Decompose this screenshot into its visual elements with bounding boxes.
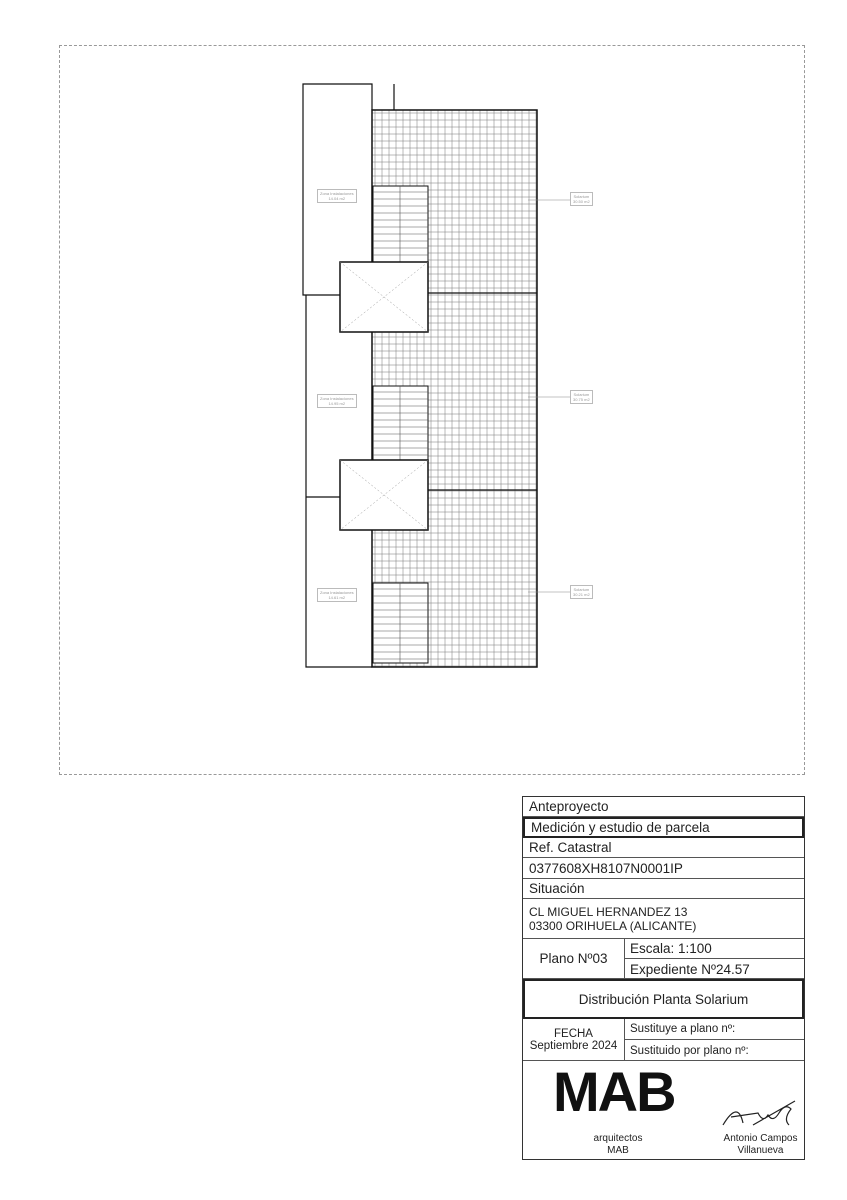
date-label: FECHA	[554, 1027, 593, 1040]
plan-number: Plano Nº03	[523, 939, 625, 979]
scale: Escala: 1:100	[625, 939, 804, 959]
solarium-label-3: Solarium 30.21 m2	[570, 585, 593, 599]
architect-name: Antonio Campos Villanueva	[723, 1133, 798, 1156]
address-line-1: CL MIGUEL HERNANDEZ 13	[529, 904, 688, 919]
date-info	[523, 1019, 804, 1061]
plan-info	[523, 939, 804, 979]
location-label: Situación	[523, 879, 804, 899]
solarium-label-2: Solarium 30.75 m2	[570, 390, 593, 404]
replaced-by: Sustituido por plano nº:	[630, 1044, 749, 1057]
solarium-label-1: Solarium 30.50 m2	[570, 192, 593, 206]
address	[523, 899, 804, 939]
phase: Anteproyecto	[523, 797, 804, 817]
address-line-2: 03300 ORIHUELA (ALICANTE)	[529, 918, 697, 933]
signature	[713, 1095, 803, 1135]
project: Medición y estudio de parcela	[523, 817, 804, 838]
firm-name: arquitectos MAB	[593, 1133, 643, 1156]
zone-label-3: Zona Instalaciones 14.61 m2	[317, 588, 357, 602]
ref-label: Ref. Catastral	[523, 838, 804, 858]
title-block	[522, 796, 805, 1160]
date	[523, 1019, 625, 1061]
installation-zones	[303, 84, 537, 667]
ref-value: 0377608XH8107N0001IP	[523, 858, 804, 879]
file-number: Expediente Nº24.57	[630, 961, 750, 977]
zone-label-2: Zona Instalaciones 14.95 m2	[317, 394, 357, 408]
stair	[373, 583, 428, 663]
zone-label-1: Zona Instalaciones 14.04 m2	[317, 189, 357, 203]
replaces: Sustituye a plano nº:	[625, 1019, 804, 1040]
date-value: Septiembre 2024	[529, 1039, 618, 1052]
drawing-title: Distribución Planta Solarium	[523, 979, 804, 1019]
logo: MAB	[553, 1060, 675, 1123]
